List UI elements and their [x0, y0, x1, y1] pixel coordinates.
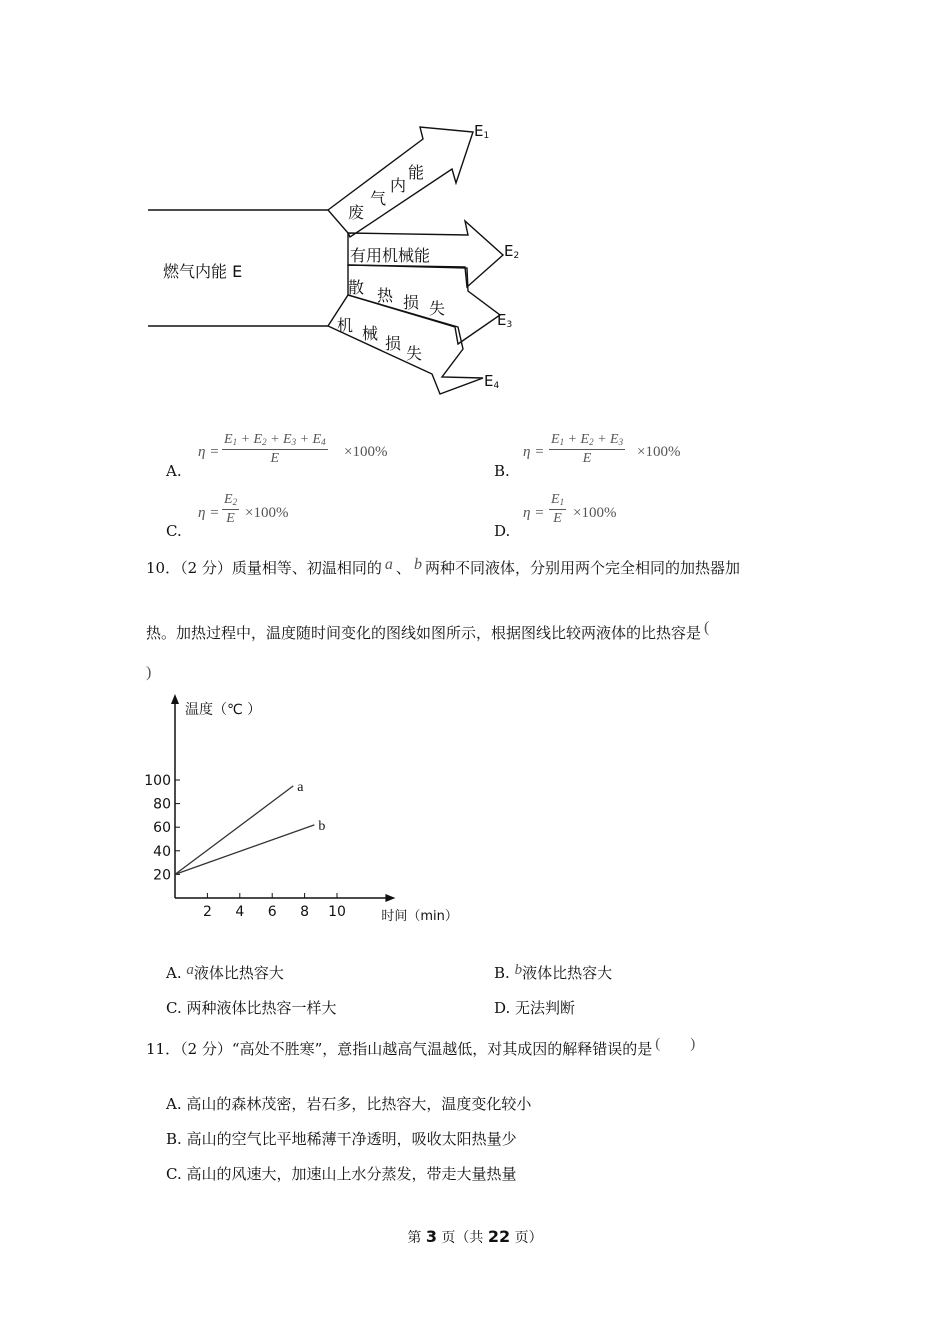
option-c-label: C. — [166, 522, 182, 540]
option-text: 高山的空气比平地稀薄干净透明，吸收太阳热量少 — [186, 1130, 517, 1148]
x-axis-arrow — [385, 894, 395, 902]
series-label-a: a — [297, 779, 304, 795]
option-label: B. — [166, 1130, 182, 1148]
answer-paren-open: ( — [704, 619, 710, 636]
eta-symbol: η = — [198, 505, 220, 521]
fraction-denominator: E — [226, 511, 235, 526]
fraction-denominator: E — [553, 511, 562, 526]
q11-option-c[interactable] — [166, 1163, 517, 1184]
waste-char: 内 — [390, 176, 407, 195]
q10-option-d[interactable] — [494, 997, 575, 1018]
question-text: 热。加热过程中，温度随时间变化的图线如图所示，根据图线比较两液体的比热容是 — [146, 624, 702, 642]
option-text: 两种液体比热容一样大 — [186, 999, 337, 1017]
q10-line-2 — [146, 619, 710, 643]
option-d-label: D. — [494, 522, 511, 540]
y-tick-label: 60 — [153, 820, 171, 837]
footer-text: 第 — [407, 1230, 426, 1246]
x-tick-label: 4 — [235, 904, 245, 920]
q11-option-b[interactable] — [166, 1128, 517, 1149]
q10-option-b[interactable] — [494, 962, 612, 983]
waste-char: 能 — [408, 163, 425, 182]
y-axis-arrow — [171, 694, 179, 704]
e4-label: $E_4$ — [484, 372, 500, 391]
x-tick-label: 6 — [267, 904, 277, 920]
page-total: 22 — [487, 1227, 511, 1246]
question-text: “高处不胜寒”，意指山越高气温越低，对其成因的解释错误的是 — [231, 1040, 653, 1058]
option-d-fraction — [549, 492, 566, 527]
option-label: D. — [494, 999, 511, 1017]
e3-label: $E_3$ — [497, 311, 513, 330]
e1-label: $E_1$ — [474, 122, 490, 141]
x-tick-label: 8 — [300, 904, 310, 920]
fraction-numerator: $E_1 + E_2 + E_3$ — [549, 432, 625, 450]
x-axis-label: 时间（min） — [381, 909, 458, 924]
option-text: 液体比热容大 — [193, 964, 284, 982]
heat-char: 热 — [377, 286, 394, 305]
option-text: 无法判断 — [515, 999, 576, 1017]
y-axis-label: 温度（℃ ） — [185, 702, 262, 718]
question-score: （2 分） — [180, 559, 232, 577]
option-a-label: A. — [166, 462, 182, 480]
variable-a: a — [186, 962, 194, 978]
chart-svg — [140, 692, 458, 928]
separator: 、 — [395, 559, 411, 577]
mech-char: 失 — [406, 344, 423, 363]
variable-a: a — [384, 556, 393, 573]
fraction-numerator: $E_2$ — [222, 492, 239, 510]
option-b-label: B. — [494, 462, 510, 480]
temperature-chart — [140, 692, 458, 928]
answer-parens: ( ) — [655, 1036, 696, 1052]
times-100-percent: ×100% — [344, 444, 388, 460]
eta-symbol: η = — [523, 505, 545, 521]
page-footer — [0, 1227, 950, 1247]
series-line-b — [175, 825, 314, 875]
option-c-fraction — [222, 492, 239, 527]
useful-energy-label: 有用机械能 — [350, 246, 431, 265]
eta-symbol: η = — [523, 444, 545, 460]
heat-char: 损 — [403, 293, 420, 312]
eta-symbol: η = — [198, 444, 220, 460]
fraction-numerator: $E_1$ — [549, 492, 566, 510]
heat-char: 散 — [348, 278, 365, 297]
question-text: 两种不同液体，分别用两个完全相同的加热器加 — [424, 559, 740, 577]
option-label: A. — [166, 964, 182, 982]
question-score: （2 分） — [180, 1040, 232, 1058]
y-tick-label: 20 — [153, 867, 171, 884]
option-text: 高山的风速大，加速山上水分蒸发，带走大量热量 — [186, 1165, 517, 1183]
q10-line-1 — [146, 557, 740, 578]
waste-char: 气 — [370, 189, 387, 208]
option-label: C. — [166, 999, 182, 1017]
y-tick-label: 80 — [153, 796, 171, 813]
series-line-a — [175, 786, 293, 875]
e2-label: $E_2$ — [504, 242, 520, 261]
option-a-fraction — [222, 432, 328, 467]
question-number: 11． — [146, 1040, 181, 1058]
variable-b: b — [514, 962, 523, 978]
variable-b: b — [413, 556, 422, 573]
times-100-percent: ×100% — [637, 444, 681, 460]
q11-line-1 — [146, 1038, 695, 1059]
question-number: 10． — [146, 559, 181, 577]
fraction-denominator: E — [582, 451, 592, 466]
times-100-percent: ×100% — [573, 505, 617, 521]
mech-char: 损 — [385, 334, 402, 353]
times-100-percent: ×100% — [245, 505, 289, 521]
heat-char: 失 — [429, 299, 446, 318]
mech-char: 械 — [362, 324, 379, 343]
q10-option-a[interactable] — [166, 962, 284, 983]
option-label: A. — [166, 1095, 182, 1113]
fraction-numerator: $E_1 + E_2 + E_3 + E_4$ — [222, 432, 328, 450]
waste-char: 废 — [348, 203, 365, 222]
answer-paren-close: ) — [146, 664, 152, 681]
mech-char: 机 — [337, 316, 354, 335]
option-text: 液体比热容大 — [522, 964, 613, 982]
footer-text: 页） — [510, 1230, 543, 1246]
question-text: 质量相等、初温相同的 — [231, 559, 382, 577]
x-tick-label: 10 — [328, 904, 346, 920]
energy-flow-diagram — [140, 115, 560, 405]
page-number: 3 — [425, 1227, 437, 1246]
option-text: 高山的森林茂密，岩石多，比热容大，温度变化较小 — [186, 1095, 532, 1113]
x-tick-label: 2 — [202, 904, 212, 920]
fuel-energy-label: 燃气内能 E — [163, 262, 243, 281]
option-label: C. — [166, 1165, 182, 1183]
q11-option-a[interactable] — [166, 1093, 531, 1114]
q10-option-c[interactable] — [166, 997, 337, 1018]
option-b-fraction — [549, 432, 625, 467]
option-label: B. — [494, 964, 510, 982]
y-tick-label: 100 — [144, 773, 171, 789]
footer-text: 页（共 — [436, 1230, 488, 1246]
y-tick-label: 40 — [153, 843, 171, 860]
fraction-denominator: E — [270, 451, 280, 466]
series-label-b: b — [318, 818, 326, 834]
